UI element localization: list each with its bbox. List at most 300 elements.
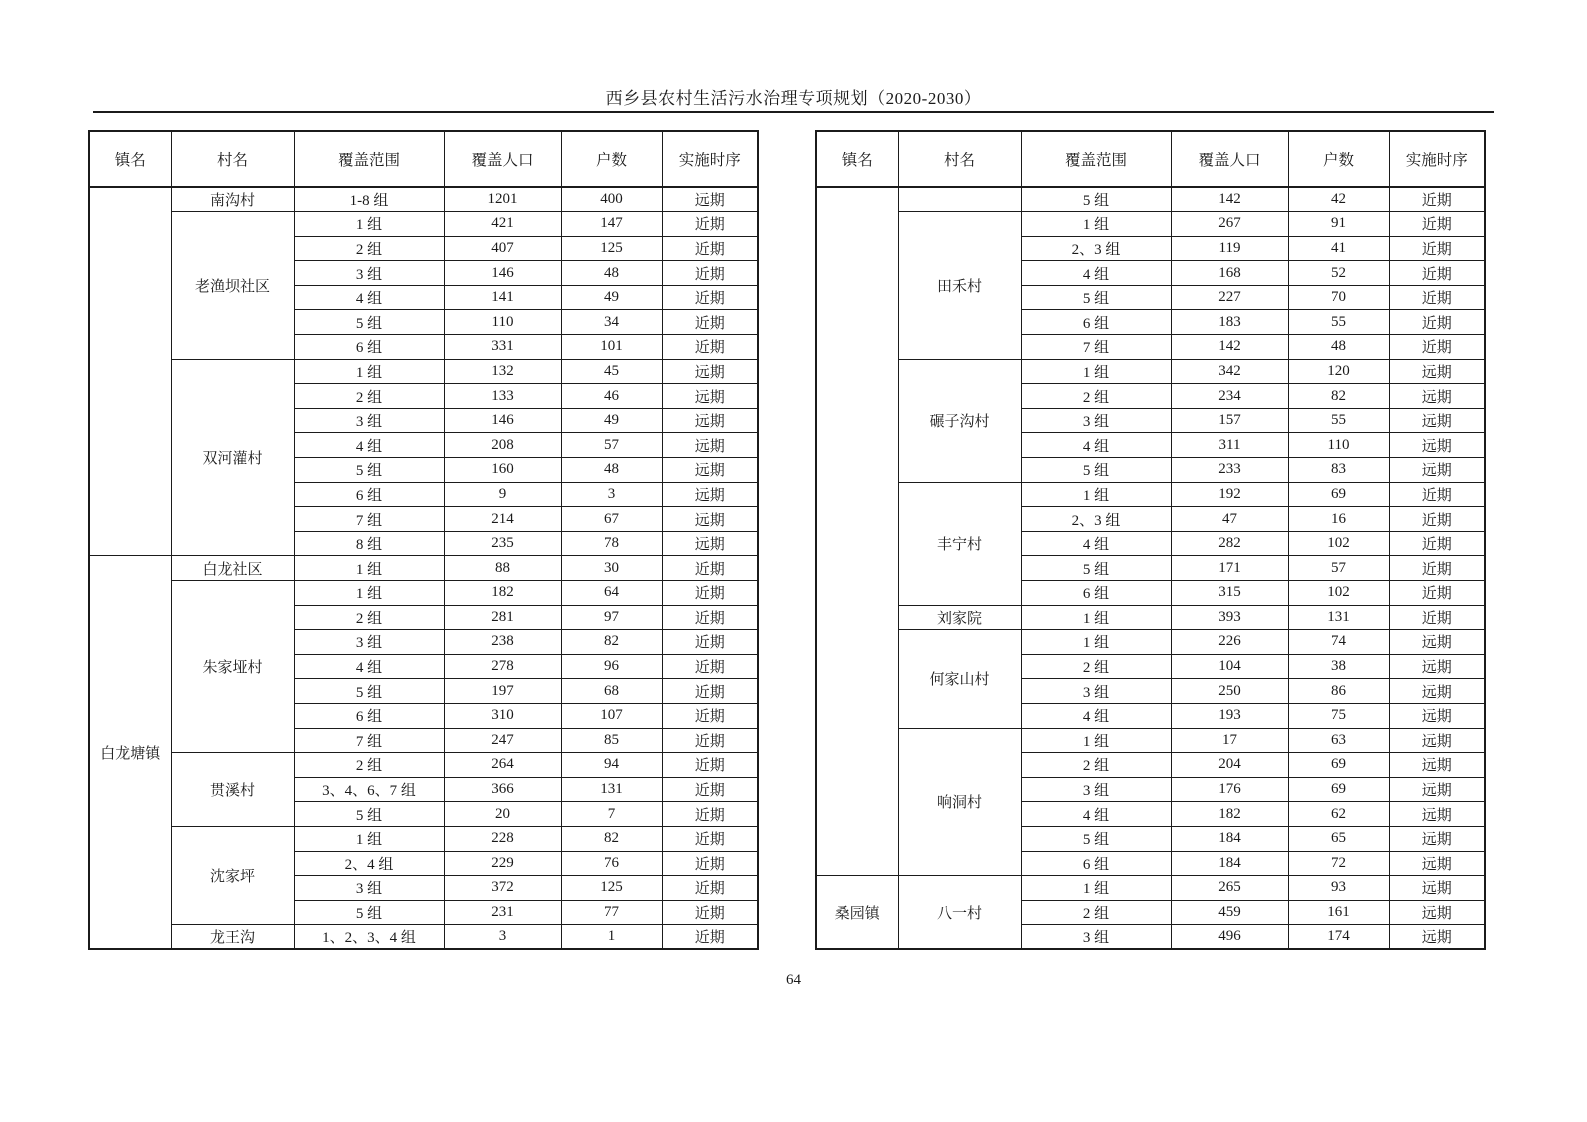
phase-cell: 近期 <box>662 285 758 310</box>
phase-cell: 近期 <box>1389 581 1485 606</box>
range-cell: 3 组 <box>294 408 444 433</box>
range-cell: 4 组 <box>294 654 444 679</box>
range-cell: 4 组 <box>294 433 444 458</box>
households-cell: 110 <box>1288 433 1389 458</box>
households-cell: 69 <box>1288 753 1389 778</box>
coverage-table-right <box>815 130 1486 950</box>
households-cell: 82 <box>561 826 662 851</box>
households-cell: 102 <box>1288 581 1389 606</box>
households-cell: 131 <box>561 777 662 802</box>
header-rule <box>93 111 1494 113</box>
column-header-phase: 实施时序 <box>662 131 758 187</box>
village-cell: 南沟村 <box>171 187 294 212</box>
range-cell: 4 组 <box>1021 433 1171 458</box>
population-cell: 182 <box>1171 802 1288 827</box>
households-cell: 48 <box>561 261 662 286</box>
population-cell: 119 <box>1171 236 1288 261</box>
phase-cell: 远期 <box>1389 826 1485 851</box>
phase-cell: 近期 <box>662 212 758 237</box>
population-cell: 235 <box>444 531 561 556</box>
population-cell: 17 <box>1171 728 1288 753</box>
table-row <box>816 187 1485 212</box>
population-cell: 142 <box>1171 187 1288 212</box>
phase-cell: 远期 <box>1389 654 1485 679</box>
households-cell: 83 <box>1288 458 1389 483</box>
table-row <box>89 826 758 851</box>
phase-cell: 近期 <box>662 900 758 925</box>
range-cell: 2 组 <box>294 236 444 261</box>
range-cell: 5 组 <box>294 679 444 704</box>
range-cell: 1 组 <box>294 826 444 851</box>
phase-cell: 远期 <box>1389 925 1485 950</box>
households-cell: 75 <box>1288 703 1389 728</box>
phase-cell: 近期 <box>662 703 758 728</box>
phase-cell: 远期 <box>1389 753 1485 778</box>
population-cell: 331 <box>444 335 561 360</box>
village-cell: 刘家院 <box>898 605 1021 630</box>
village-cell: 双河灌村 <box>171 359 294 556</box>
phase-cell: 远期 <box>1389 630 1485 655</box>
range-cell: 4 组 <box>1021 261 1171 286</box>
households-cell: 68 <box>561 679 662 704</box>
households-cell: 63 <box>1288 728 1389 753</box>
phase-cell: 远期 <box>1389 384 1485 409</box>
range-cell: 2、4 组 <box>294 851 444 876</box>
households-cell: 70 <box>1288 285 1389 310</box>
range-cell: 3 组 <box>1021 408 1171 433</box>
population-cell: 204 <box>1171 753 1288 778</box>
data-table <box>815 130 1486 950</box>
households-cell: 78 <box>561 531 662 556</box>
households-cell: 69 <box>1288 482 1389 507</box>
households-cell: 76 <box>561 851 662 876</box>
population-cell: 366 <box>444 777 561 802</box>
households-cell: 67 <box>561 507 662 532</box>
households-cell: 48 <box>561 458 662 483</box>
column-header-phase: 实施时序 <box>1389 131 1485 187</box>
range-cell: 5 组 <box>1021 458 1171 483</box>
phase-cell: 远期 <box>1389 458 1485 483</box>
range-cell: 4 组 <box>1021 531 1171 556</box>
population-cell: 393 <box>1171 605 1288 630</box>
households-cell: 400 <box>561 187 662 212</box>
table-row <box>816 605 1485 630</box>
page-title: 西乡县农村生活污水治理专项规划（2020-2030） <box>605 89 982 108</box>
village-cell: 龙王沟 <box>171 925 294 950</box>
population-cell: 228 <box>444 826 561 851</box>
phase-cell: 近期 <box>1389 556 1485 581</box>
phase-cell: 远期 <box>662 531 758 556</box>
households-cell: 7 <box>561 802 662 827</box>
phase-cell: 远期 <box>662 384 758 409</box>
range-cell: 2 组 <box>1021 654 1171 679</box>
population-cell: 184 <box>1171 826 1288 851</box>
village-cell: 白龙社区 <box>171 556 294 581</box>
households-cell: 82 <box>561 630 662 655</box>
range-cell: 6 组 <box>1021 851 1171 876</box>
households-cell: 91 <box>1288 212 1389 237</box>
phase-cell: 近期 <box>1389 236 1485 261</box>
population-cell: 315 <box>1171 581 1288 606</box>
phase-cell: 远期 <box>1389 851 1485 876</box>
phase-cell: 近期 <box>662 630 758 655</box>
range-cell: 3 组 <box>294 261 444 286</box>
population-cell: 184 <box>1171 851 1288 876</box>
households-cell: 45 <box>561 359 662 384</box>
households-cell: 107 <box>561 703 662 728</box>
range-cell: 6 组 <box>1021 310 1171 335</box>
table-row <box>89 556 758 581</box>
population-cell: 133 <box>444 384 561 409</box>
table-row <box>816 359 1485 384</box>
households-cell: 48 <box>1288 335 1389 360</box>
range-cell: 5 组 <box>294 310 444 335</box>
village-cell: 田禾村 <box>898 212 1021 360</box>
phase-cell: 近期 <box>662 261 758 286</box>
range-cell: 1 组 <box>1021 482 1171 507</box>
range-cell: 2 组 <box>1021 753 1171 778</box>
population-cell: 171 <box>1171 556 1288 581</box>
population-cell: 157 <box>1171 408 1288 433</box>
phase-cell: 远期 <box>662 507 758 532</box>
population-cell: 226 <box>1171 630 1288 655</box>
population-cell: 421 <box>444 212 561 237</box>
range-cell: 1 组 <box>1021 630 1171 655</box>
households-cell: 16 <box>1288 507 1389 532</box>
households-cell: 86 <box>1288 679 1389 704</box>
table-row <box>89 581 758 606</box>
range-cell: 6 组 <box>294 335 444 360</box>
page-number: 64 <box>786 972 801 988</box>
households-cell: 3 <box>561 482 662 507</box>
range-cell: 2、3 组 <box>1021 236 1171 261</box>
households-cell: 62 <box>1288 802 1389 827</box>
range-cell: 6 组 <box>294 703 444 728</box>
households-cell: 125 <box>561 236 662 261</box>
column-header-coverage-population: 覆盖人口 <box>444 131 561 187</box>
households-cell: 97 <box>561 605 662 630</box>
households-cell: 38 <box>1288 654 1389 679</box>
population-cell: 168 <box>1171 261 1288 286</box>
households-cell: 77 <box>561 900 662 925</box>
range-cell: 4 组 <box>294 285 444 310</box>
table-header-row <box>816 131 1485 187</box>
range-cell: 3 组 <box>1021 777 1171 802</box>
population-cell: 265 <box>1171 876 1288 901</box>
phase-cell: 远期 <box>662 408 758 433</box>
phase-cell: 远期 <box>1389 359 1485 384</box>
phase-cell: 远期 <box>662 433 758 458</box>
village-cell: 八一村 <box>898 876 1021 950</box>
households-cell: 65 <box>1288 826 1389 851</box>
column-header-coverage-range: 覆盖范围 <box>294 131 444 187</box>
households-cell: 174 <box>1288 925 1389 950</box>
households-cell: 82 <box>1288 384 1389 409</box>
coverage-table-left <box>88 130 759 950</box>
village-cell: 贯溪村 <box>171 753 294 827</box>
phase-cell: 近期 <box>662 802 758 827</box>
range-cell: 5 组 <box>294 900 444 925</box>
population-cell: 192 <box>1171 482 1288 507</box>
households-cell: 69 <box>1288 777 1389 802</box>
range-cell: 5 组 <box>294 458 444 483</box>
range-cell: 5 组 <box>1021 556 1171 581</box>
phase-cell: 近期 <box>662 654 758 679</box>
table-row <box>89 187 758 212</box>
population-cell: 310 <box>444 703 561 728</box>
households-cell: 30 <box>561 556 662 581</box>
data-table <box>88 130 759 950</box>
range-cell: 2 组 <box>1021 900 1171 925</box>
town-cell: 桑园镇 <box>816 876 898 950</box>
phase-cell: 远期 <box>662 187 758 212</box>
households-cell: 49 <box>561 408 662 433</box>
column-header-households: 户数 <box>561 131 662 187</box>
column-header-village: 村名 <box>171 131 294 187</box>
table-row <box>816 728 1485 753</box>
range-cell: 1-8 组 <box>294 187 444 212</box>
phase-cell: 近期 <box>662 876 758 901</box>
households-cell: 147 <box>561 212 662 237</box>
population-cell: 311 <box>1171 433 1288 458</box>
table-row <box>89 753 758 778</box>
population-cell: 227 <box>1171 285 1288 310</box>
households-cell: 52 <box>1288 261 1389 286</box>
phase-cell: 远期 <box>662 482 758 507</box>
range-cell: 6 组 <box>1021 581 1171 606</box>
households-cell: 94 <box>561 753 662 778</box>
range-cell: 3 组 <box>1021 679 1171 704</box>
households-cell: 102 <box>1288 531 1389 556</box>
population-cell: 278 <box>444 654 561 679</box>
households-cell: 125 <box>561 876 662 901</box>
table-row <box>816 876 1485 901</box>
range-cell: 5 组 <box>1021 285 1171 310</box>
range-cell: 5 组 <box>1021 187 1171 212</box>
population-cell: 88 <box>444 556 561 581</box>
village-cell: 老渔坝社区 <box>171 212 294 360</box>
households-cell: 131 <box>1288 605 1389 630</box>
population-cell: 214 <box>444 507 561 532</box>
phase-cell: 远期 <box>1389 408 1485 433</box>
phase-cell: 远期 <box>1389 433 1485 458</box>
population-cell: 342 <box>1171 359 1288 384</box>
column-header-households: 户数 <box>1288 131 1389 187</box>
population-cell: 459 <box>1171 900 1288 925</box>
phase-cell: 近期 <box>662 826 758 851</box>
village-cell: 沈家坪 <box>171 826 294 924</box>
population-cell: 267 <box>1171 212 1288 237</box>
range-cell: 7 组 <box>294 728 444 753</box>
households-cell: 120 <box>1288 359 1389 384</box>
range-cell: 2 组 <box>294 384 444 409</box>
households-cell: 41 <box>1288 236 1389 261</box>
table-header-row <box>89 131 758 187</box>
phase-cell: 远期 <box>1389 728 1485 753</box>
range-cell: 7 组 <box>1021 335 1171 360</box>
households-cell: 57 <box>561 433 662 458</box>
table-row <box>816 482 1485 507</box>
households-cell: 55 <box>1288 310 1389 335</box>
population-cell: 47 <box>1171 507 1288 532</box>
village-cell <box>898 187 1021 212</box>
population-cell: 182 <box>444 581 561 606</box>
table-row <box>89 212 758 237</box>
population-cell: 176 <box>1171 777 1288 802</box>
range-cell: 1 组 <box>294 556 444 581</box>
population-cell: 146 <box>444 261 561 286</box>
range-cell: 1 组 <box>1021 359 1171 384</box>
population-cell: 282 <box>1171 531 1288 556</box>
range-cell: 3、4、6、7 组 <box>294 777 444 802</box>
phase-cell: 远期 <box>1389 876 1485 901</box>
population-cell: 183 <box>1171 310 1288 335</box>
population-cell: 197 <box>444 679 561 704</box>
range-cell: 1 组 <box>294 581 444 606</box>
phase-cell: 近期 <box>1389 261 1485 286</box>
column-header-coverage-population: 覆盖人口 <box>1171 131 1288 187</box>
population-cell: 281 <box>444 605 561 630</box>
phase-cell: 近期 <box>662 236 758 261</box>
column-header-town: 镇名 <box>816 131 898 187</box>
phase-cell: 近期 <box>1389 531 1485 556</box>
population-cell: 160 <box>444 458 561 483</box>
households-cell: 42 <box>1288 187 1389 212</box>
households-cell: 46 <box>561 384 662 409</box>
population-cell: 142 <box>1171 335 1288 360</box>
range-cell: 4 组 <box>1021 703 1171 728</box>
population-cell: 20 <box>444 802 561 827</box>
village-cell: 响洞村 <box>898 728 1021 876</box>
range-cell: 2、3 组 <box>1021 507 1171 532</box>
population-cell: 238 <box>444 630 561 655</box>
phase-cell: 远期 <box>1389 802 1485 827</box>
range-cell: 5 组 <box>294 802 444 827</box>
range-cell: 3 组 <box>1021 925 1171 950</box>
phase-cell: 近期 <box>1389 335 1485 360</box>
range-cell: 6 组 <box>294 482 444 507</box>
population-cell: 193 <box>1171 703 1288 728</box>
households-cell: 57 <box>1288 556 1389 581</box>
range-cell: 7 组 <box>294 507 444 532</box>
range-cell: 1 组 <box>294 212 444 237</box>
range-cell: 1 组 <box>294 359 444 384</box>
households-cell: 161 <box>1288 900 1389 925</box>
phase-cell: 近期 <box>1389 507 1485 532</box>
population-cell: 407 <box>444 236 561 261</box>
population-cell: 9 <box>444 482 561 507</box>
households-cell: 34 <box>561 310 662 335</box>
village-cell: 何家山村 <box>898 630 1021 728</box>
column-header-coverage-range: 覆盖范围 <box>1021 131 1171 187</box>
range-cell: 3 组 <box>294 876 444 901</box>
households-cell: 72 <box>1288 851 1389 876</box>
phase-cell: 远期 <box>1389 900 1485 925</box>
range-cell: 1 组 <box>1021 876 1171 901</box>
population-cell: 146 <box>444 408 561 433</box>
column-header-town: 镇名 <box>89 131 171 187</box>
population-cell: 372 <box>444 876 561 901</box>
range-cell: 1 组 <box>1021 728 1171 753</box>
population-cell: 231 <box>444 900 561 925</box>
phase-cell: 近期 <box>662 925 758 950</box>
population-cell: 208 <box>444 433 561 458</box>
population-cell: 496 <box>1171 925 1288 950</box>
population-cell: 104 <box>1171 654 1288 679</box>
table-row <box>89 925 758 950</box>
population-cell: 264 <box>444 753 561 778</box>
phase-cell: 近期 <box>662 679 758 704</box>
phase-cell: 远期 <box>662 458 758 483</box>
phase-cell: 近期 <box>1389 212 1485 237</box>
range-cell: 3 组 <box>294 630 444 655</box>
households-cell: 55 <box>1288 408 1389 433</box>
phase-cell: 远期 <box>1389 679 1485 704</box>
column-header-village: 村名 <box>898 131 1021 187</box>
town-cell: 白龙塘镇 <box>89 556 171 950</box>
range-cell: 5 组 <box>1021 826 1171 851</box>
phase-cell: 近期 <box>662 753 758 778</box>
range-cell: 2 组 <box>1021 384 1171 409</box>
village-cell: 朱家垭村 <box>171 581 294 753</box>
table-row <box>816 630 1485 655</box>
phase-cell: 近期 <box>662 335 758 360</box>
range-cell: 4 组 <box>1021 802 1171 827</box>
phase-cell: 近期 <box>1389 482 1485 507</box>
population-cell: 1201 <box>444 187 561 212</box>
population-cell: 233 <box>1171 458 1288 483</box>
phase-cell: 近期 <box>662 851 758 876</box>
range-cell: 1 组 <box>1021 212 1171 237</box>
phase-cell: 近期 <box>662 556 758 581</box>
range-cell: 8 组 <box>294 531 444 556</box>
households-cell: 1 <box>561 925 662 950</box>
population-cell: 110 <box>444 310 561 335</box>
phase-cell: 远期 <box>1389 703 1485 728</box>
table-row <box>89 359 758 384</box>
range-cell: 1 组 <box>1021 605 1171 630</box>
population-cell: 3 <box>444 925 561 950</box>
range-cell: 2 组 <box>294 605 444 630</box>
population-cell: 132 <box>444 359 561 384</box>
phase-cell: 近期 <box>1389 187 1485 212</box>
population-cell: 247 <box>444 728 561 753</box>
village-cell: 碾子沟村 <box>898 359 1021 482</box>
town-cell <box>89 187 171 556</box>
households-cell: 74 <box>1288 630 1389 655</box>
range-cell: 2 组 <box>294 753 444 778</box>
population-cell: 141 <box>444 285 561 310</box>
phase-cell: 近期 <box>662 605 758 630</box>
households-cell: 96 <box>561 654 662 679</box>
table-row <box>816 212 1485 237</box>
population-cell: 234 <box>1171 384 1288 409</box>
phase-cell: 近期 <box>1389 605 1485 630</box>
range-cell: 1、2、3、4 组 <box>294 925 444 950</box>
phase-cell: 远期 <box>662 359 758 384</box>
phase-cell: 近期 <box>662 777 758 802</box>
households-cell: 64 <box>561 581 662 606</box>
phase-cell: 近期 <box>1389 285 1485 310</box>
households-cell: 85 <box>561 728 662 753</box>
phase-cell: 近期 <box>1389 310 1485 335</box>
village-cell: 丰宁村 <box>898 482 1021 605</box>
phase-cell: 近期 <box>662 310 758 335</box>
population-cell: 250 <box>1171 679 1288 704</box>
households-cell: 101 <box>561 335 662 360</box>
households-cell: 49 <box>561 285 662 310</box>
households-cell: 93 <box>1288 876 1389 901</box>
